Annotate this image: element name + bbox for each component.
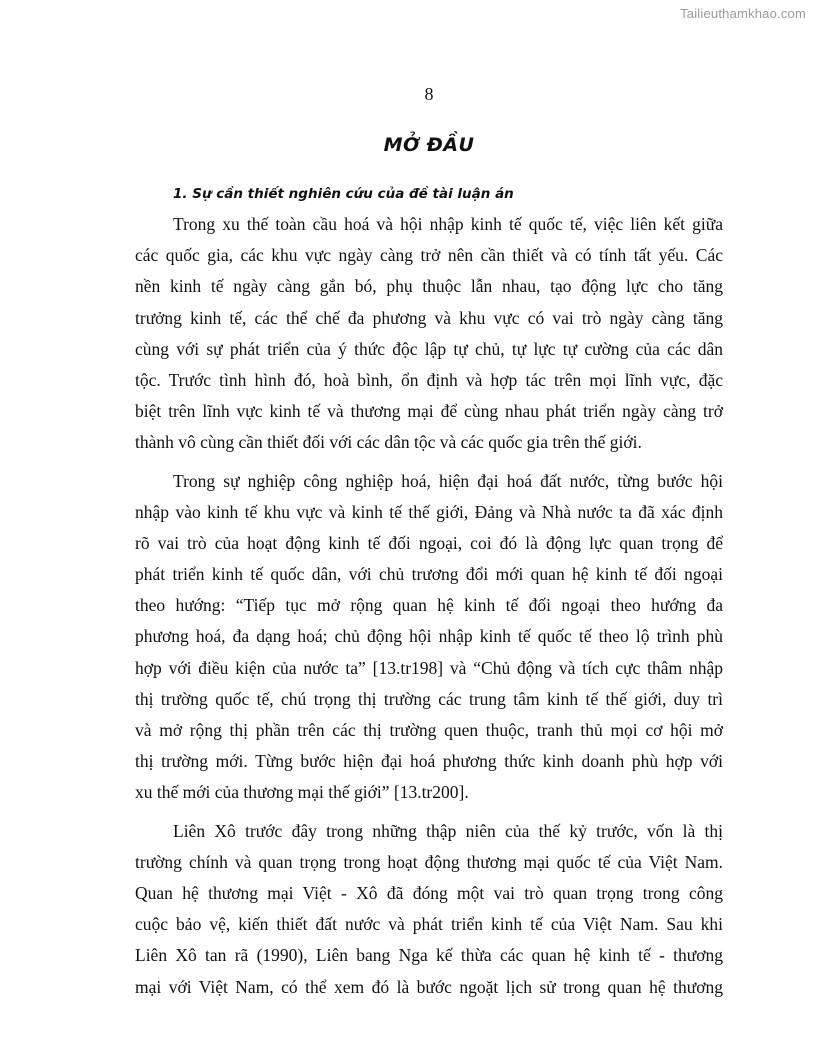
text-line: Liên Xô trước đây trong những thập niên của thế kỷ trước, vốn là thị [173,820,723,841]
text-line: thị trường mới. Từng bước hiện đại hoá phương thức kinh doanh phù hợp với [135,751,723,772]
text-line: và mở rộng thị phần trên các thị trường quen thuộc, tranh thủ mọi cơ hội mở [135,720,723,740]
paragraph [135,816,723,1003]
chapter-title: MỞ ĐẦU [383,134,475,156]
text-line: nền kinh tế ngày càng gắn bó, phụ thuộc lẫn nhau, tạo động lực cho tăng [135,276,723,297]
text-line: cuộc bảo vệ, kiến thiết đất nước và phát triển kinh tế của Việt Nam. Sau khi [135,914,723,935]
text-line: Trong xu thế toàn cầu hoá và hội nhập kinh tế quốc tế, việc liên kết giữa [173,214,723,234]
text-line: tộc. Trước tình hình đó, hoà bình, ổn định và hợp tác trên mọi lĩnh vực, đặc [135,369,723,390]
paragraph [135,209,723,459]
text-line: biệt trên lĩnh vực kinh tế và thương mại để cùng nhau phát triển ngày càng trở [135,401,723,422]
body-text [135,209,723,1003]
text-line: mại với Việt Nam, có thể xem đó là bước ngoặt lịch sử trong quan hệ thương [135,976,723,997]
text-line: rõ vai trò của hoạt động kinh tế đối ngoại, coi đó là động lực quan trọng để [135,532,723,553]
text-line: thị trường quốc tế, chú trọng thị trường các trung tâm kinh tế thế giới, duy trì [135,688,723,709]
page-number: 8 [424,84,434,104]
text-line: nhập vào kinh tế khu vực và kinh tế thế giới, Đảng và Nhà nước ta đã xác định [135,501,723,522]
text-line: Liên Xô tan rã (1990), Liên bang Nga kế thừa các quan hệ kinh tế - thương [135,945,723,966]
text-line: xu thế mới của thương mại thế giới” [13.tr200]. [135,782,469,803]
text-line: phương hoá, đa dạng hoá; chủ động hội nhập kinh tế quốc tế theo lộ trình phù [135,626,723,647]
paragraph [135,466,723,809]
text-line: Quan hệ thương mại Việt - Xô đã đóng một vai trò quan trọng trong công [135,882,723,903]
text-line: theo hướng: “Tiếp tục mở rộng quan hệ kinh tế đối ngoại theo hướng đa [135,595,723,616]
watermark: Tailieuthamkhao.com [680,6,806,21]
text-line: trường chính và quan trọng trong hoạt động thương mại quốc tế của Việt Nam. [135,851,723,872]
section-heading: 1. Sự cần thiết nghiên cứu của đề tài luận án [173,186,514,202]
text-line: Trong sự nghiệp công nghiệp hoá, hiện đại hoá đất nước, từng bước hội [173,470,723,491]
text-line: các quốc gia, các khu vực ngày càng trở nên cần thiết và có tính tất yếu. Các [135,245,723,266]
text-line: phát triển kinh tế quốc dân, với chủ trương đổi mới quan hệ kinh tế đối ngoại [135,564,723,585]
text-line: thành vô cùng cần thiết đối với các dân tộc và các quốc gia trên thế giới. [135,432,642,453]
text-line: hợp với điều kiện của nước ta” [13.tr198] và “Chủ động và tích cực thâm nhập [135,657,723,678]
text-line: trưởng kinh tế, các thể chế đa phương và khu vực có vai trò ngày càng tăng [135,307,723,328]
text-line: cùng với sự phát triển của ý thức độc lập tự chủ, tự lực tự cường của các dân [135,338,723,359]
